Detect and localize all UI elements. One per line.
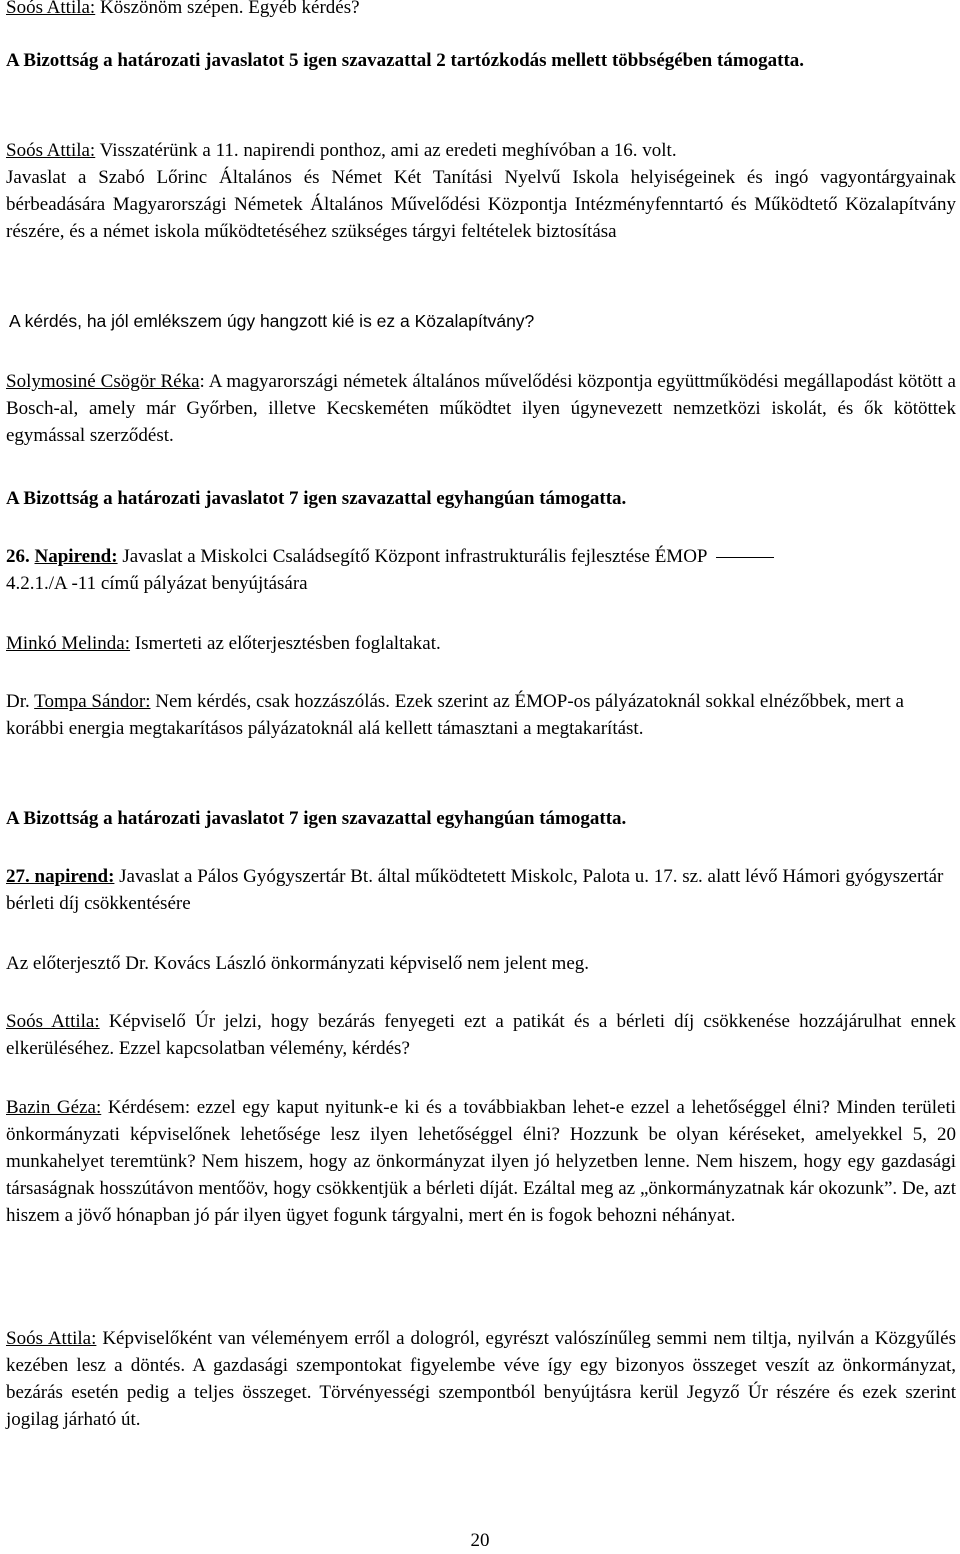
- agenda-item-26: [6, 543, 956, 597]
- speaker-name: Minkó Melinda:: [6, 633, 131, 654]
- dash-line: [716, 557, 774, 558]
- agenda-number: 26.: [6, 546, 30, 567]
- paragraph-soos-2: [6, 137, 956, 164]
- paragraph-soos-4: [6, 1325, 956, 1433]
- paragraph-minko: [6, 630, 956, 657]
- question-line: A kérdés, ha jól emlékszem úgy hangzott kié is ez a Közalapítvány?: [9, 311, 535, 331]
- resolution-2: A Bizottság a határozati javaslatot 7 igen szavazattal egyhangúan támogatta.: [6, 488, 627, 509]
- paragraph-text: Ismerteti az előterjesztésben foglaltakat.: [130, 633, 441, 654]
- agenda-title: Javaslat a Pálos Gyógyszertár Bt. által működtetett Miskolc, Palota u. 17. sz. alatt lévő Hámori gyógyszertár bérleti díj csökkentésére: [6, 866, 944, 914]
- speaker-name: Soós Attila:: [6, 1328, 97, 1349]
- paragraph-text: Köszönöm szépen. Egyéb kérdés?: [95, 0, 360, 18]
- resolution-1: A Bizottság a határozati javaslatot 5 igen szavazattal 2 tartózkodás mellett többségében támogatta.: [6, 50, 805, 71]
- paragraph-tompa: [6, 688, 956, 742]
- paragraph-presenter-absent: Az előterjesztő Dr. Kovács László önkormányzati képviselő nem jelent meg.: [6, 953, 590, 974]
- paragraph-text: : A magyarországi németek általános művelődési központja együttműködési megállapodást kötött a Bosch-al, amely már Győrben, illetve Kecskeméten működtet ilyen úgynevezett nemzetközi iskolát, és ők kötöttek egymással szerződést.: [6, 371, 956, 446]
- paragraph-text: Képviselő Úr jelzi, hogy bezárás fenyegeti ezt a patikát és a bérleti díj csökkenése hozzájárulhat ennek elkerüléséhez. Ezzel kapcsolatban vélemény, kérdés?: [6, 1011, 956, 1059]
- speaker-name: Bazin Géza:: [6, 1097, 102, 1118]
- paragraph-text: Visszatérünk a 11. napirendi ponthoz, ami az eredeti meghívóban a 16. volt.: [95, 140, 677, 161]
- paragraph-soos-1: [6, 0, 956, 21]
- speaker-name: Tompa Sándor:: [34, 691, 151, 712]
- resolution-3: A Bizottság a határozati javaslatot 7 igen szavazattal egyhangúan támogatta.: [6, 808, 627, 829]
- speaker-name: Solymosiné Csögör Réka: [6, 371, 200, 392]
- paragraph-text: Képviselőként van véleményem erről a dologról, egyrészt valószínűleg semmi nem tiltja, nyilván a Közgyűlés kezében lesz a döntés. A gazdasági szempontokat figyelembe véve így egy bizonyos összeget veszít az önkormányzat, bezárás esetén pedig a teljes összeget. Törvényességi szempontból benyújtásra kerül Jegyző Úr részére és ezek szerint jogilag járható út.: [6, 1328, 956, 1430]
- paragraph-soos-3: [6, 1008, 956, 1062]
- paragraph-solymosine: [6, 368, 956, 449]
- agenda-title-cont: 4.2.1./A -11 című pályázat benyújtására: [6, 573, 308, 594]
- agenda-item-11-text: Javaslat a Szabó Lőrinc Általános és Német Két Tanítási Nyelvű Iskola helyiségeinek és ingó vagyontárgyainak bérbeadására Magyarországi Németek Általános Művelődési Központja Intézményfenntartó és Működtető Közalapítvány részére, és a német iskola működtetéséhez szükséges tárgyi feltételek biztosítása: [6, 167, 956, 242]
- speaker-name: Soós Attila:: [6, 1011, 100, 1032]
- paragraph-text: Nem kérdés, csak hozzászólás. Ezek szerint az ÉMOP-os pályázatoknál sokkal elnézőbbek, mert a korábbi energia megtakarításos pályázatoknál alá kellett támasztani a megtakarítást.: [6, 691, 904, 739]
- page-number: 20: [470, 1530, 490, 1551]
- agenda-number: 27. napirend:: [6, 866, 115, 887]
- agenda-item-27: [6, 863, 956, 917]
- paragraph-text: Kérdésem: ezzel egy kaput nyitunk-e ki és a továbbiakban lehet-e ezzel a lehetőséggel élni? Minden területi önkormányzati képviselőnek lehetősége lesz ilyen lehetőséggel élni? Hozzunk be olyan kéréseket, amelyekkel 5, 20 munkahelyet teremtünk? Nem hiszem, hogy az önkormányzat ilyen jó helyzetben lenne. Nem hiszem, hogy egy gazdasági társaságnak hosszútávon mentőöv, hogy csökkentjük a bérleti díját. Ezáltal meg az „önkormányzatnak kár okozunk”. De, azt hiszem a jövő hónapban jó pár ilyen ügyet fogunk tárgyalni, mert én is fogok behozni néhányat.: [6, 1097, 956, 1226]
- speaker-name: Soós Attila:: [6, 140, 96, 161]
- agenda-label: Napirend:: [34, 546, 118, 567]
- agenda-title: Javaslat a Miskolci Családsegítő Központ infrastrukturális fejlesztése ÉMOP: [117, 546, 708, 567]
- speaker-name: Soós Attila:: [6, 0, 96, 18]
- speaker-prefix: Dr.: [6, 691, 35, 712]
- paragraph-bazin: [6, 1094, 956, 1229]
